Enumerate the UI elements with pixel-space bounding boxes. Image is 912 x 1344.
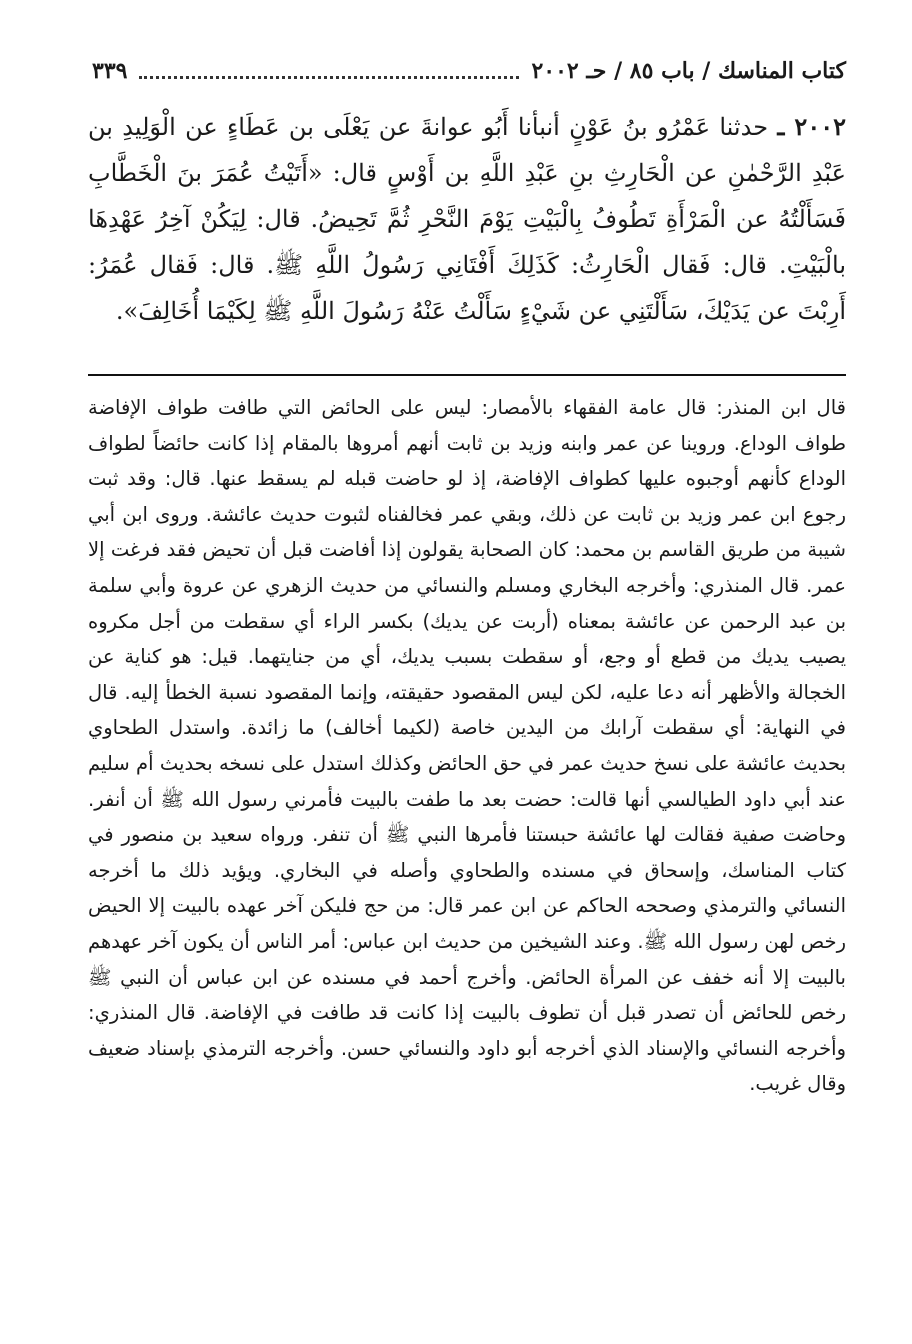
commentary-text (88, 390, 846, 1102)
hadith-body: حدثنا عَمْرُو بنُ عَوْنٍ أنبأنا أَبُو عوانةَ عن يَعْلَى بن عَطَاءٍ عن الْوَلِيدِ بن عَبْدِ الرَّحْمٰنِ عن الْحَارِثِ بنِ عَبْدِ اللَّهِ بن أَوْسٍ قال: «أَتَيْتُ عُمَرَ بنَ الْخَطَّابِ فَسَأَلْتُهُ عن الْمَرْأَةِ تَطُوفُ بِالْبَيْتِ يَوْمَ النَّحْرِ ثُمَّ تَحِيضُ. قال: لِيَكُنْ آخِرُ عَهْدِهَا بالْبَيْتِ. قال: فَقال الْحَارِثُ: كَذَلِكَ أَفْتَانِي رَسُولُ اللَّهِ ﷺ. قال: فَقال عُمَرُ: أَرِبْتَ عن يَدَيْكَ، سَأَلْتَنِي عن شَيْءٍ سَأَلْتُ عَنْهُ رَسُولَ اللَّهِ ﷺ لِكَيْمَا أُخَالِفَ». (88, 113, 846, 325)
page-number: ٣٣٩ (92, 58, 128, 84)
dotted-leader (139, 74, 519, 79)
footnote-divider (88, 374, 846, 376)
hadith-number: ٢٠٠٢ ـ (777, 112, 846, 141)
commentary-body: قال ابن المنذر: قال عامة الفقهاء بالأمصار: ليس على الحائض التي طافت طواف الإفاضة طواف الوداع. وروينا عن عمر وابنه وزيد بن ثابت أنهم أمروها بالمقام إذا كانت حائضاً لطواف الوداع كأنهم أوجبوه عليها كطواف الإفاضة، إذ لو حاضت قبله لم يسقط عنها. قال: وقد ثبت رجوع ابن عمر وزيد بن ثابت عن ذلك، وبقي عمر فخالفناه لثبوت حديث عائشة. وروى ابن أبي شيبة من طريق القاسم بن محمد: كان الصحابة يقولون إذا أفاضت قبل أن تحيض فقد فرغت إلا عمر. قال المنذري: وأخرجه البخاري ومسلم والنسائي من حديث الزهري عن عروة وأبي سلمة بن عبد الرحمن عن عائشة بمعناه (أربت عن يديك) بكسر الراء أي سقطت من أجل مكروه يصيب يديك من قطع أو وجع، أو سقطت بسبب يديك، أي من جنايتهما. قيل: هو كناية عن الخجالة والأظهر أنه دعا عليه، لكن ليس المقصود حقيقته، وإنما المقصود نسبة الخطأ إليه. قال في النهاية: أي سقطت آرابك من اليدين خاصة (لكيما أخالف) ما زائدة. واستدل الطحاوي بحديث عائشة على نسخ حديث عمر في حق الحائض وكذلك استدل على نسخه بحديث أم سليم عند أبي داود الطيالسي أنها قالت: حضت بعد ما طفت بالبيت فأمرني رسول الله ﷺ أن أنفر. وحاضت صفية فقالت لها عائشة حبستنا فأمرها النبي ﷺ أن تنفر. ورواه سعيد بن منصور في كتاب المناسك، وإسحاق في مسنده والطحاوي وأصله في البخاري. ويؤيد ذلك ما أخرجه النسائي والترمذي وصححه الحاكم عن ابن عمر قال: من حج فليكن آخر عهده بالبيت إلا الحيض رخص لهن رسول الله ﷺ. وعند الشيخين من حديث ابن عباس: أمر الناس أن يكون آخر عهدهم بالبيت إلا أنه خفف عن المرأة الحائض. وأخرج أحمد في مسنده عن ابن عباس أن النبي ﷺ رخص للحائض أن تصدر قبل أن تطوف بالبيت إذا كانت قد طافت في الإفاضة. قال المنذري: وأخرجه النسائي والإسناد الذي أخرجه أبو داود والنسائي حسن. وأخرجه الترمذي بإسناد ضعيف وقال غريب. (88, 396, 846, 1096)
running-title: كتاب المناسك / باب ٨٥ / حـ ٢٠٠٢ (531, 58, 846, 84)
hadith-text (88, 104, 846, 334)
page-header (92, 54, 846, 88)
